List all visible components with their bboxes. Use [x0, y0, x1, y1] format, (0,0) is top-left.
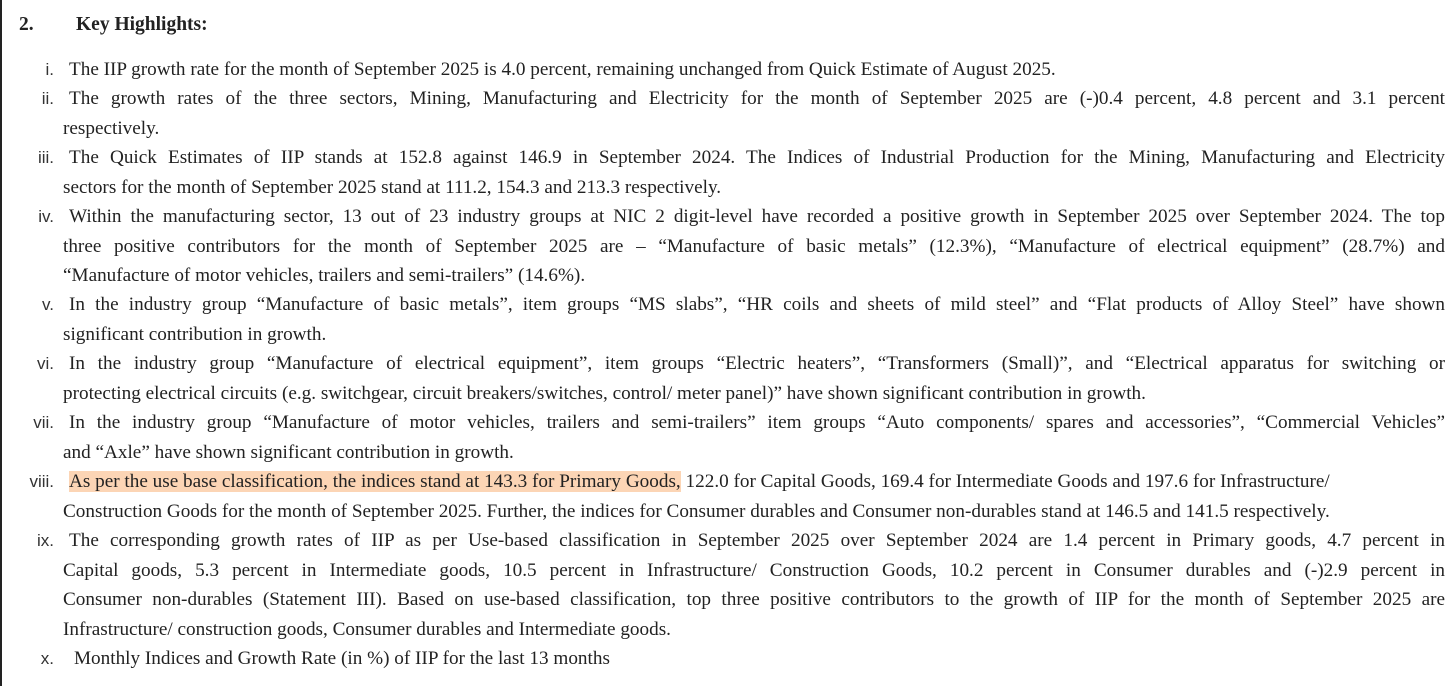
item-text-line: The Quick Estimates of IIP stands at 152.8 against 146.9 in September 2024. The Indices of Industrial Production for the Mining, Manufacturing and Electricity	[69, 147, 1445, 168]
item-text-line: and “Axle” have shown significant contribution in growth.	[63, 441, 514, 463]
item-text-line: In the industry group “Manufacture of basic metals”, item groups “MS slabs”, “HR coils and sheets of mild steel” and “Flat products of Alloy Steel” have shown	[69, 294, 1445, 315]
list-marker: iv.	[38, 207, 54, 226]
list-marker: i.	[45, 60, 54, 79]
list-marker: vi.	[37, 354, 54, 373]
list-marker: iii.	[37, 148, 54, 167]
item-text-line: Capital goods, 5.3 percent in Intermediate goods, 10.5 percent in Infrastructure/ Construction Goods, 10.2 percent in Consumer durables and (-)2.9 percent in	[63, 559, 1445, 581]
item-text-line: Monthly Indices and Growth Rate (in %) of IIP for the last 13 months	[74, 648, 610, 669]
highlighted-text	[69, 471, 1330, 493]
item-text-line: “Manufacture of motor vehicles, trailers and semi-trailers” (14.6%).	[63, 265, 586, 286]
list-marker: x.	[40, 649, 54, 668]
item-text-line: Infrastructure/ construction goods, Consumer durables and Intermediate goods.	[63, 618, 671, 640]
list-marker: vii.	[33, 413, 54, 432]
section-title: Key Highlights:	[76, 14, 208, 35]
item-text-line: sectors for the month of September 2025 stand at 111.2, 154.3 and 213.3 respectively.	[63, 176, 722, 198]
list-marker: viii.	[29, 472, 54, 491]
item-text-line	[69, 471, 1445, 493]
item-text-line: significant contribution in growth.	[63, 323, 327, 345]
item-text-line: The IIP growth rate for the month of September 2025 is 4.0 percent, remaining unchanged from Quick Estimate of August 2025.	[69, 59, 1056, 80]
item-text-line: protecting electrical circuits (e.g. switchgear, circuit breakers/switches, control/ meter panel)” have shown significant contribution in growth.	[63, 382, 1146, 404]
item-text-line: Consumer non-durables (Statement III). Based on use-based classification, top three positive contributors to the growth of IIP for the month of September 2025 are	[63, 589, 1445, 610]
list-marker: ix.	[37, 531, 54, 550]
item-text-line: In the industry group “Manufacture of electrical equipment”, item groups “Electric heaters”, “Transformers (Small)”, and “Electrical apparatus for switching or	[69, 353, 1445, 374]
item-text-line: Within the manufacturing sector, 13 out of 23 industry groups at NIC 2 digit-level have recorded a positive growth in September 2025 over September 2024. The top	[69, 206, 1445, 227]
item-text-line: Construction Goods for the month of September 2025. Further, the indices for Consumer durables and Consumer non-durables stand at 146.5 and 141.5 respectively.	[63, 500, 1330, 522]
item-text-continuation: 122.0 for Capital Goods, 169.4 for Intermediate Goods and 197.6 for Infrastructure/	[680, 471, 1330, 492]
list-marker: v.	[42, 295, 54, 314]
highlight-span: As per the use base classification, the indices stand at 143.3 for Primary Goods,	[69, 471, 681, 492]
item-text-line: The growth rates of the three sectors, Mining, Manufacturing and Electricity for the month of September 2025 are (-)0.4 percent, 4.8 percent and 3.1 percent	[69, 88, 1445, 109]
item-text-line: In the industry group “Manufacture of motor vehicles, trailers and semi-trailers” item groups “Auto components/ spares and accessories”, “Commercial Vehicles”	[69, 412, 1445, 433]
section-number: 2.	[19, 14, 34, 35]
list-marker: ii.	[41, 89, 54, 108]
item-text-line: respectively.	[63, 117, 160, 139]
item-text-line: three positive contributors for the month of September 2025 are – “Manufacture of basic metals” (12.3%), “Manufacture of electrical equipment” (28.7%) and	[63, 235, 1445, 257]
item-text-line: The corresponding growth rates of IIP as per Use-based classification in September 2025 over September 2024 are 1.4 percent in Primary goods, 4.7 percent in	[69, 530, 1445, 551]
